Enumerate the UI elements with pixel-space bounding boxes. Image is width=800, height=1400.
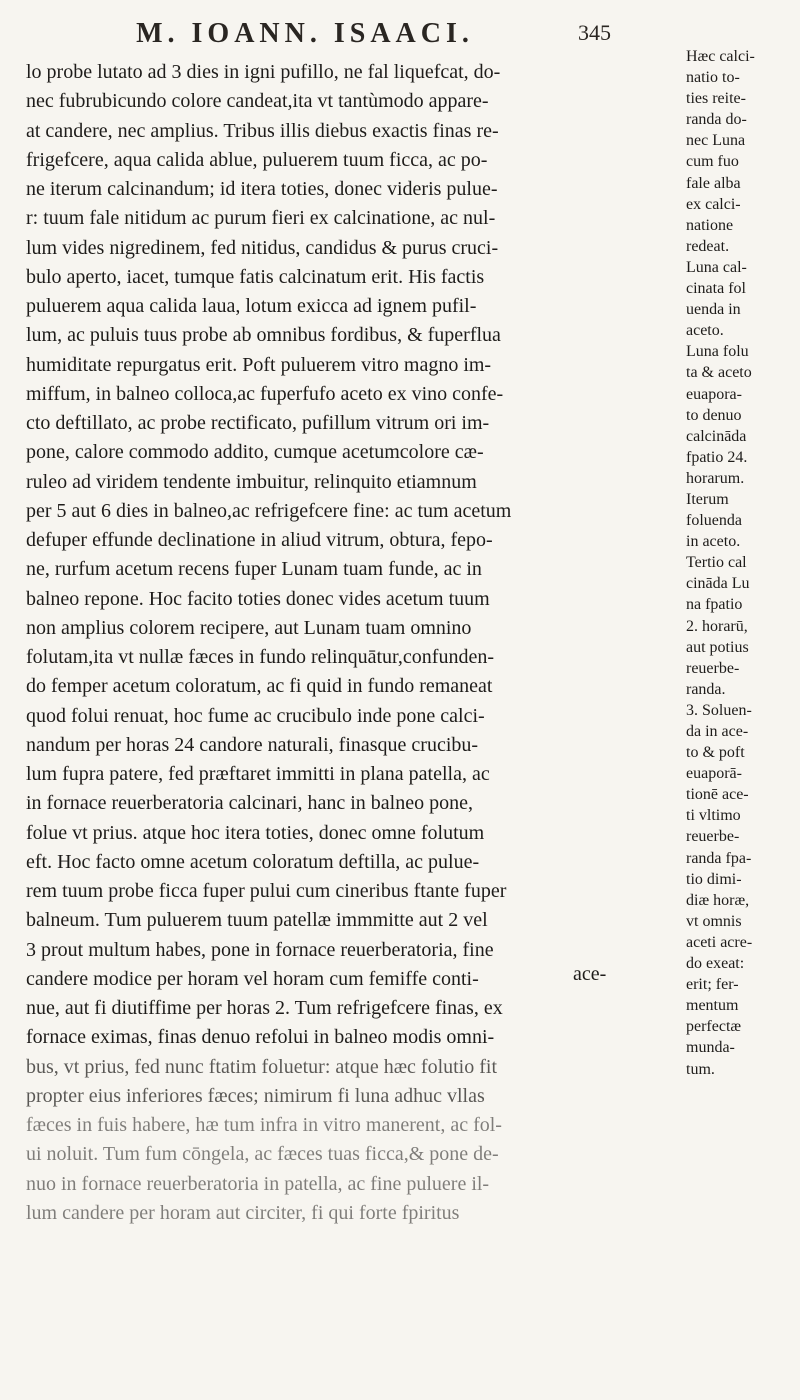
text-line: lum fupra patere, fed præftaret immitti in plana patella, ac [26,763,490,785]
text-line: candere modice per horam vel horam cum femiffe conti- [26,967,479,990]
margin-note-line: ta & aceto [686,364,752,382]
margin-note-line: mentum [686,997,739,1015]
margin-note-line: cināda Lu [686,575,750,593]
margin-note-line: euaporā- [686,765,742,783]
margin-note-line: ties reite- [686,90,746,108]
text-line: folue vt prius. atque hoc itera toties, donec omne folutum [26,821,485,844]
margin-note-line: foluenda [686,512,742,530]
text-line: balneum. Tum puluerem tuum patellæ immmitte aut 2 vel [26,909,488,932]
text-line: lum, ac puluis tuus probe ab omnibus fordibus, & fuperflua [26,324,501,347]
text-line: lum vides nigredinem, fed nitidus, candidus & purus cruci- [26,236,499,259]
text-line: do femper acetum coloratum, ac fi quid in fundo remaneat [26,675,493,698]
margin-note-line: horarum. [686,469,745,487]
margin-note-line: fpatio 24. [686,448,748,466]
text-line: nuo in fornace reuerberatoria in patella, ac fine puluere il- [26,1172,490,1195]
text-line: rem tuum probe ficca fuper pului cum cineribus ftante fuper [26,880,507,902]
margin-note-line: Hæc calci- [686,48,755,65]
text-line: fæces in fuis habere, hæ tum infra in vitro manerent, ac fol- [26,1114,502,1136]
margin-note-line: in aceto. [686,533,741,551]
text-line: quod folui renuat, hoc fume ac crucibulo inde pone calci- [26,704,485,727]
text-line: per 5 aut 6 dies in balneo,ac refrigefcere fine: ac tum acetum [26,499,512,522]
text-line: defuper effunde declinatione in aliud vitrum, obtura, fepo- [26,529,493,551]
margin-note-line: to & poft [686,744,745,762]
margin-note-line: Tertio cal [686,554,747,572]
text-line: ne, rurfum acetum recens fuper Lunam tuam funde, ac in [26,558,482,581]
text-line: cto deftillato, ac probe rectificato, pufillum vitrum ori im- [26,412,490,434]
text-line: ui noluit. Tum fum cōngela, ac fæces tuas ficca,& pone de- [26,1143,499,1166]
text-line: pone, calore commodo addito, cumque acetumcolore cæ- [26,441,484,464]
text-line: bulo aperto, iacet, tumque fatis calcinatum erit. His factis [26,265,485,288]
text-line: nandum per horas 24 candore naturali, finasque crucibu- [26,733,479,756]
text-line: ruleo ad viridem tendente imbuitur, relinquito etiamnum [26,470,477,493]
text-line: frigefcere, aqua calida ablue, puluerem tuum ficca, ac po- [26,148,488,171]
text-line: at candere, nec amplius. Tribus illis diebus exactis finas re- [26,119,499,142]
text-line: lo probe lutato ad 3 dies in igni pufillo, ne fal liquefcat, do- [26,61,501,83]
catchword: ace- [573,963,607,985]
text-line: 3 prout multum habes, pone in fornace reuerberatoria, fine [26,938,494,961]
margin-note-line: redeat. [686,237,730,255]
margin-note-line: randa. [686,680,726,698]
text-line: non amplius colorem recipere, aut Lunam tuam omnino [26,616,472,639]
margin-note-line: fale alba [686,174,741,192]
margin-note-line: na fpatio [686,596,743,614]
margin-notes [686,46,798,1080]
margin-note-line: ex calci- [686,195,741,213]
margin-note-line: munda- [686,1039,735,1057]
margin-note-line: aut potius [686,638,749,656]
margin-note-line: Iterum [686,490,729,508]
text-line: in fornace reuerberatoria calcinari, hanc in balneo pone, [26,792,473,815]
margin-note-line: vt omnis [686,912,742,930]
margin-note-line: perfectæ [686,1018,742,1036]
text-line: balneo repone. Hoc facito toties donec vides acetum tuum [26,587,490,610]
running-head: M. IOANN. ISAACI. [136,18,474,49]
margin-note-line: 3. Soluen- [686,701,752,719]
main-text-block [26,58,624,1228]
text-line: puluerem aqua calida laua, lotum exicca ad ignem pufil- [26,295,477,317]
text-line: nec fubrubicundo colore candeat,ita vt tantùmodo appare- [26,90,489,113]
text-line: r: tuum fale nitidum ac purum fieri ex calcinatione, ac nul- [26,207,496,230]
margin-note-line: tio dimi- [686,870,742,888]
margin-note-line: Luna cal- [686,258,747,276]
margin-note-line: reuerbe- [686,659,740,677]
margin-note-line: ti vltimo [686,807,741,825]
margin-note-line: aceti acre- [686,933,753,951]
margin-note-line: uenda in [686,301,741,319]
text-line: bus, vt prius, fed nunc ftatim foluetur: atque hæc folutio fit [26,1055,498,1078]
margin-note-line: 2. horarū, [686,617,748,635]
text-line: miffum, in balneo colloca,ac fuperfufo aceto ex vino confe- [26,382,504,405]
margin-note-line: to denuo [686,406,742,424]
margin-note-line: cum fuo [686,153,739,171]
margin-note-line: cinata fol [686,280,746,298]
margin-note-line: calcināda [686,427,747,445]
text-line: eft. Hoc facto omne acetum coloratum deftilla, ac pulue- [26,850,480,873]
margin-note-line: do exeat: [686,955,745,973]
margin-note-line: erit; fer- [686,976,739,994]
page-number: 345 [578,20,611,45]
margin-note-line: nec Luna [686,132,746,150]
margin-note-line: diæ horæ, [686,891,750,909]
margin-note-line: Luna folu [686,343,749,361]
text-line: nue, aut fi diutiffime per horas 2. Tum refrigefcere finas, ex [26,997,503,1019]
text-line: fornace eximas, finas denuo refolui in balneo modis omni- [26,1026,495,1049]
text-line: lum candere per horam aut circiter, fi qui forte fpiritus [26,1201,460,1224]
margin-note-line: natione [686,216,734,234]
text-line: propter eius inferiores fæces; nimirum fi luna adhuc vllas [26,1084,485,1107]
margin-note-line: reuerbe- [686,828,740,846]
margin-note-line: randa do- [686,111,747,129]
margin-note-line: da in ace- [686,723,749,740]
text-line: humiditate repurgatus erit. Poft puluerem vitro magno im- [26,353,492,376]
margin-note-line: euapora- [686,385,742,403]
margin-note-line: randa fpa- [686,849,752,867]
margin-note-line: aceto. [686,322,724,340]
margin-note-line: tum. [686,1060,715,1078]
margin-note-line: natio to- [686,69,740,87]
margin-note-line: tionē ace- [686,786,749,804]
text-line: ne iterum calcinandum; id itera toties, donec videris pulue- [26,178,498,200]
text-line: folutam,ita vt nullæ fæces in fundo relinquātur,confunden- [26,646,494,668]
